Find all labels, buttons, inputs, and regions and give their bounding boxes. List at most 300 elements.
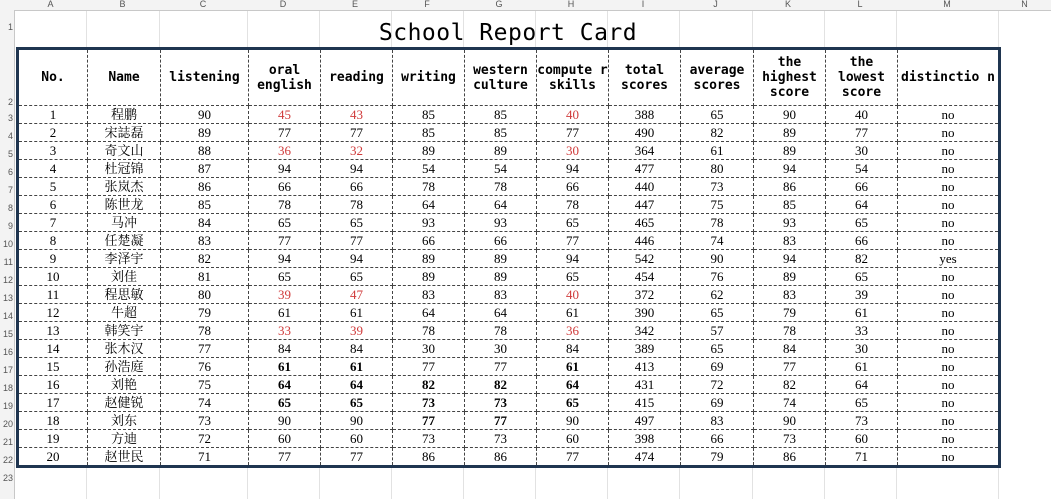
cell-oral-english[interactable]: 65 [249, 214, 321, 232]
cell-listening[interactable]: 90 [161, 106, 249, 124]
cell-computer-skills[interactable]: 65 [537, 394, 609, 412]
cell-western-culture[interactable]: 83 [465, 286, 537, 304]
row-number[interactable]: 10 [2, 239, 13, 249]
cell-average-scores[interactable]: 76 [681, 268, 754, 286]
cell-reading[interactable]: 77 [321, 232, 393, 250]
header-writing[interactable]: writing [393, 49, 465, 106]
cell-no[interactable]: 12 [18, 304, 88, 322]
cell-average-scores[interactable]: 83 [681, 412, 754, 430]
cell-highest-score[interactable]: 79 [754, 304, 826, 322]
cell-no[interactable]: 6 [18, 196, 88, 214]
cell-lowest-score[interactable]: 82 [826, 250, 898, 268]
cell-distinction[interactable]: no [898, 376, 1000, 394]
cell-no[interactable]: 20 [18, 448, 88, 467]
cell-no[interactable]: 3 [18, 142, 88, 160]
cell-writing[interactable]: 93 [393, 214, 465, 232]
cell-average-scores[interactable]: 90 [681, 250, 754, 268]
header-western-culture[interactable]: western culture [465, 49, 537, 106]
cell-writing[interactable]: 64 [393, 196, 465, 214]
cell-distinction[interactable]: no [898, 214, 1000, 232]
cell-name[interactable]: 张木汉 [88, 340, 161, 358]
header-listening[interactable]: listening [161, 49, 249, 106]
cell-distinction[interactable]: no [898, 340, 1000, 358]
cell-name[interactable]: 刘东 [88, 412, 161, 430]
cell-reading[interactable]: 77 [321, 448, 393, 467]
cell-name[interactable]: 张岚杰 [88, 178, 161, 196]
cell-highest-score[interactable]: 94 [754, 250, 826, 268]
cell-writing[interactable]: 89 [393, 142, 465, 160]
cell-total-scores[interactable]: 398 [609, 430, 681, 448]
cell-average-scores[interactable]: 57 [681, 322, 754, 340]
cell-western-culture[interactable]: 89 [465, 142, 537, 160]
cell-no[interactable]: 4 [18, 160, 88, 178]
cell-oral-english[interactable]: 61 [249, 304, 321, 322]
cell-lowest-score[interactable]: 77 [826, 124, 898, 142]
cell-total-scores[interactable]: 474 [609, 448, 681, 467]
cell-no[interactable]: 13 [18, 322, 88, 340]
row-number[interactable]: 23 [2, 473, 13, 483]
cell-highest-score[interactable]: 93 [754, 214, 826, 232]
cell-distinction[interactable]: no [898, 412, 1000, 430]
cell-lowest-score[interactable]: 60 [826, 430, 898, 448]
cell-computer-skills[interactable]: 78 [537, 196, 609, 214]
cell-oral-english[interactable]: 64 [249, 376, 321, 394]
cell-average-scores[interactable]: 78 [681, 214, 754, 232]
cell-computer-skills[interactable]: 90 [537, 412, 609, 430]
column-letter[interactable]: J [713, 0, 718, 9]
cell-name[interactable]: 韩笑宇 [88, 322, 161, 340]
cell-no[interactable]: 2 [18, 124, 88, 142]
cell-computer-skills[interactable]: 77 [537, 448, 609, 467]
cell-lowest-score[interactable]: 66 [826, 232, 898, 250]
cell-name[interactable]: 程鹏 [88, 106, 161, 124]
cell-distinction[interactable]: no [898, 178, 1000, 196]
cell-listening[interactable]: 87 [161, 160, 249, 178]
cell-computer-skills[interactable]: 40 [537, 106, 609, 124]
cell-name[interactable]: 赵健锐 [88, 394, 161, 412]
column-letter[interactable]: N [1021, 0, 1028, 9]
cell-total-scores[interactable]: 440 [609, 178, 681, 196]
cell-total-scores[interactable]: 389 [609, 340, 681, 358]
cell-no[interactable]: 17 [18, 394, 88, 412]
cell-no[interactable]: 10 [18, 268, 88, 286]
cell-oral-english[interactable]: 94 [249, 160, 321, 178]
row-number[interactable]: 6 [7, 167, 13, 177]
cell-name[interactable]: 陈世龙 [88, 196, 161, 214]
cell-no[interactable]: 9 [18, 250, 88, 268]
cell-name[interactable]: 任楚凝 [88, 232, 161, 250]
cell-average-scores[interactable]: 65 [681, 340, 754, 358]
cell-western-culture[interactable]: 82 [465, 376, 537, 394]
cell-western-culture[interactable]: 93 [465, 214, 537, 232]
row-number[interactable]: 22 [2, 455, 13, 465]
cell-western-culture[interactable]: 64 [465, 196, 537, 214]
cell-writing[interactable]: 86 [393, 448, 465, 467]
cell-western-culture[interactable]: 77 [465, 358, 537, 376]
cell-computer-skills[interactable]: 66 [537, 178, 609, 196]
cell-writing[interactable]: 83 [393, 286, 465, 304]
cell-computer-skills[interactable]: 84 [537, 340, 609, 358]
cell-oral-english[interactable]: 61 [249, 358, 321, 376]
cell-distinction[interactable]: no [898, 322, 1000, 340]
cell-average-scores[interactable]: 66 [681, 430, 754, 448]
row-number[interactable]: 21 [2, 437, 13, 447]
column-letter[interactable]: B [119, 0, 126, 9]
cell-average-scores[interactable]: 80 [681, 160, 754, 178]
row-number[interactable]: 16 [2, 347, 13, 357]
cell-average-scores[interactable]: 62 [681, 286, 754, 304]
cell-total-scores[interactable]: 372 [609, 286, 681, 304]
cell-lowest-score[interactable]: 61 [826, 304, 898, 322]
cell-total-scores[interactable]: 454 [609, 268, 681, 286]
cell-lowest-score[interactable]: 30 [826, 142, 898, 160]
cell-reading[interactable]: 66 [321, 178, 393, 196]
cell-name[interactable]: 刘艳 [88, 376, 161, 394]
cell-western-culture[interactable]: 73 [465, 394, 537, 412]
cell-western-culture[interactable]: 85 [465, 124, 537, 142]
cell-listening[interactable]: 81 [161, 268, 249, 286]
cell-lowest-score[interactable]: 65 [826, 268, 898, 286]
cell-highest-score[interactable]: 94 [754, 160, 826, 178]
header-no[interactable]: No. [18, 49, 88, 106]
cell-lowest-score[interactable]: 64 [826, 376, 898, 394]
cell-computer-skills[interactable]: 60 [537, 430, 609, 448]
column-letter[interactable]: E [351, 0, 358, 9]
cell-writing[interactable]: 89 [393, 268, 465, 286]
cell-listening[interactable]: 77 [161, 340, 249, 358]
cell-reading[interactable]: 61 [321, 304, 393, 322]
cell-lowest-score[interactable]: 54 [826, 160, 898, 178]
cell-computer-skills[interactable]: 61 [537, 358, 609, 376]
cell-oral-english[interactable]: 94 [249, 250, 321, 268]
cell-highest-score[interactable]: 83 [754, 286, 826, 304]
cell-writing[interactable]: 85 [393, 124, 465, 142]
cell-western-culture[interactable]: 73 [465, 430, 537, 448]
cell-writing[interactable]: 78 [393, 178, 465, 196]
cell-average-scores[interactable]: 69 [681, 394, 754, 412]
row-number[interactable]: 4 [7, 131, 13, 141]
report-title[interactable]: School Report Card [378, 20, 638, 46]
cell-reading[interactable]: 94 [321, 160, 393, 178]
row-number[interactable]: 15 [2, 329, 13, 339]
header-reading[interactable]: reading [321, 49, 393, 106]
row-number[interactable]: 20 [2, 419, 13, 429]
cell-reading[interactable]: 94 [321, 250, 393, 268]
cell-computer-skills[interactable]: 94 [537, 250, 609, 268]
row-number[interactable]: 5 [7, 149, 13, 159]
row-number[interactable]: 19 [2, 401, 13, 411]
cell-average-scores[interactable]: 79 [681, 448, 754, 467]
cell-average-scores[interactable]: 65 [681, 106, 754, 124]
cell-highest-score[interactable]: 77 [754, 358, 826, 376]
cell-total-scores[interactable]: 342 [609, 322, 681, 340]
cell-no[interactable]: 7 [18, 214, 88, 232]
cell-highest-score[interactable]: 89 [754, 268, 826, 286]
cell-reading[interactable]: 65 [321, 214, 393, 232]
cell-listening[interactable]: 75 [161, 376, 249, 394]
cell-no[interactable]: 18 [18, 412, 88, 430]
column-letter[interactable]: D [279, 0, 287, 9]
row-number[interactable]: 13 [2, 293, 13, 303]
cell-no[interactable]: 19 [18, 430, 88, 448]
cell-western-culture[interactable]: 85 [465, 106, 537, 124]
cell-computer-skills[interactable]: 36 [537, 322, 609, 340]
cell-western-culture[interactable]: 89 [465, 268, 537, 286]
cell-listening[interactable]: 80 [161, 286, 249, 304]
column-letter[interactable]: A [47, 0, 54, 9]
cell-oral-english[interactable]: 77 [249, 232, 321, 250]
column-letter[interactable]: K [784, 0, 791, 9]
cell-total-scores[interactable]: 388 [609, 106, 681, 124]
cell-name[interactable]: 赵世民 [88, 448, 161, 467]
cell-computer-skills[interactable]: 77 [537, 232, 609, 250]
cell-distinction[interactable]: no [898, 268, 1000, 286]
cell-listening[interactable]: 79 [161, 304, 249, 322]
cell-distinction[interactable]: no [898, 124, 1000, 142]
cell-oral-english[interactable]: 90 [249, 412, 321, 430]
cell-average-scores[interactable]: 75 [681, 196, 754, 214]
header-name[interactable]: Name [88, 49, 161, 106]
cell-distinction[interactable]: no [898, 160, 1000, 178]
cell-name[interactable]: 李泽宇 [88, 250, 161, 268]
cell-oral-english[interactable]: 77 [249, 448, 321, 467]
cell-lowest-score[interactable]: 33 [826, 322, 898, 340]
cell-oral-english[interactable]: 33 [249, 322, 321, 340]
cell-writing[interactable]: 30 [393, 340, 465, 358]
row-number[interactable]: 11 [3, 257, 13, 267]
cell-reading[interactable]: 47 [321, 286, 393, 304]
cell-writing[interactable]: 64 [393, 304, 465, 322]
cell-writing[interactable]: 73 [393, 394, 465, 412]
row-number[interactable]: 1 [7, 22, 13, 32]
cell-computer-skills[interactable]: 77 [537, 124, 609, 142]
cell-reading[interactable]: 32 [321, 142, 393, 160]
cell-no[interactable]: 14 [18, 340, 88, 358]
cell-computer-skills[interactable]: 64 [537, 376, 609, 394]
cell-oral-english[interactable]: 84 [249, 340, 321, 358]
cell-computer-skills[interactable]: 61 [537, 304, 609, 322]
cell-no[interactable]: 11 [18, 286, 88, 304]
cell-distinction[interactable]: no [898, 286, 1000, 304]
column-letter[interactable]: F [424, 0, 430, 9]
cell-highest-score[interactable]: 90 [754, 106, 826, 124]
cell-distinction[interactable]: no [898, 448, 1000, 467]
cell-western-culture[interactable]: 86 [465, 448, 537, 467]
cell-highest-score[interactable]: 73 [754, 430, 826, 448]
cell-listening[interactable]: 84 [161, 214, 249, 232]
cell-oral-english[interactable]: 65 [249, 268, 321, 286]
row-number[interactable]: 18 [2, 383, 13, 393]
cell-total-scores[interactable]: 477 [609, 160, 681, 178]
row-number[interactable]: 12 [2, 275, 13, 285]
cell-lowest-score[interactable]: 40 [826, 106, 898, 124]
cell-writing[interactable]: 82 [393, 376, 465, 394]
cell-highest-score[interactable]: 78 [754, 322, 826, 340]
cell-total-scores[interactable]: 415 [609, 394, 681, 412]
cell-average-scores[interactable]: 73 [681, 178, 754, 196]
cell-no[interactable]: 1 [18, 106, 88, 124]
cell-listening[interactable]: 78 [161, 322, 249, 340]
cell-name[interactable]: 马冲 [88, 214, 161, 232]
header-total-scores[interactable]: total scores [609, 49, 681, 106]
cell-average-scores[interactable]: 69 [681, 358, 754, 376]
cell-name[interactable]: 孙浩庭 [88, 358, 161, 376]
cell-name[interactable]: 宋誌磊 [88, 124, 161, 142]
cell-reading[interactable]: 90 [321, 412, 393, 430]
header-distinction[interactable]: distinctio n [898, 49, 1000, 106]
cell-lowest-score[interactable]: 64 [826, 196, 898, 214]
row-number[interactable]: 2 [7, 97, 13, 107]
header-lowest-score[interactable]: the lowest score [826, 49, 898, 106]
column-letter[interactable]: C [199, 0, 207, 9]
column-letter[interactable]: L [857, 0, 863, 9]
cell-computer-skills[interactable]: 94 [537, 160, 609, 178]
cell-name[interactable]: 牛超 [88, 304, 161, 322]
cell-listening[interactable]: 88 [161, 142, 249, 160]
row-number[interactable]: 8 [7, 203, 13, 213]
cell-computer-skills[interactable]: 65 [537, 268, 609, 286]
cell-lowest-score[interactable]: 65 [826, 214, 898, 232]
cell-total-scores[interactable]: 431 [609, 376, 681, 394]
cell-average-scores[interactable]: 61 [681, 142, 754, 160]
cell-listening[interactable]: 82 [161, 250, 249, 268]
cell-total-scores[interactable]: 390 [609, 304, 681, 322]
cell-writing[interactable]: 73 [393, 430, 465, 448]
cell-distinction[interactable]: no [898, 304, 1000, 322]
cell-no[interactable]: 15 [18, 358, 88, 376]
cell-no[interactable]: 16 [18, 376, 88, 394]
column-letter[interactable]: H [567, 0, 575, 9]
cell-listening[interactable]: 85 [161, 196, 249, 214]
cell-lowest-score[interactable]: 71 [826, 448, 898, 467]
column-letter[interactable]: M [943, 0, 951, 9]
cell-highest-score[interactable]: 74 [754, 394, 826, 412]
cell-highest-score[interactable]: 86 [754, 448, 826, 467]
cell-distinction[interactable]: no [898, 358, 1000, 376]
cell-writing[interactable]: 77 [393, 358, 465, 376]
cell-highest-score[interactable]: 89 [754, 142, 826, 160]
header-average-scores[interactable]: average scores [681, 49, 754, 106]
cell-computer-skills[interactable]: 40 [537, 286, 609, 304]
cell-distinction[interactable]: no [898, 106, 1000, 124]
cell-oral-english[interactable]: 60 [249, 430, 321, 448]
cell-highest-score[interactable]: 83 [754, 232, 826, 250]
cell-western-culture[interactable]: 89 [465, 250, 537, 268]
cell-writing[interactable]: 77 [393, 412, 465, 430]
cell-no[interactable]: 5 [18, 178, 88, 196]
cell-lowest-score[interactable]: 39 [826, 286, 898, 304]
row-number[interactable]: 14 [2, 311, 13, 321]
cell-writing[interactable]: 54 [393, 160, 465, 178]
cell-distinction[interactable]: no [898, 142, 1000, 160]
cell-lowest-score[interactable]: 30 [826, 340, 898, 358]
cell-western-culture[interactable]: 64 [465, 304, 537, 322]
cell-reading[interactable]: 60 [321, 430, 393, 448]
cell-average-scores[interactable]: 74 [681, 232, 754, 250]
cell-name[interactable]: 奇文山 [88, 142, 161, 160]
cell-no[interactable]: 8 [18, 232, 88, 250]
cell-writing[interactable]: 89 [393, 250, 465, 268]
column-letter[interactable]: I [641, 0, 645, 9]
cell-lowest-score[interactable]: 65 [826, 394, 898, 412]
cell-writing[interactable]: 85 [393, 106, 465, 124]
cell-distinction[interactable]: yes [898, 250, 1000, 268]
cell-distinction[interactable]: no [898, 394, 1000, 412]
cell-distinction[interactable]: no [898, 196, 1000, 214]
header-oral-english[interactable]: oral english [249, 49, 321, 106]
cell-listening[interactable]: 74 [161, 394, 249, 412]
cell-name[interactable]: 刘佳 [88, 268, 161, 286]
cell-highest-score[interactable]: 90 [754, 412, 826, 430]
column-letter[interactable]: G [495, 0, 503, 9]
cell-average-scores[interactable]: 65 [681, 304, 754, 322]
cell-listening[interactable]: 83 [161, 232, 249, 250]
cell-reading[interactable]: 78 [321, 196, 393, 214]
cell-writing[interactable]: 66 [393, 232, 465, 250]
header-highest-score[interactable]: the highest score [754, 49, 826, 106]
cell-reading[interactable]: 65 [321, 394, 393, 412]
cell-reading[interactable]: 43 [321, 106, 393, 124]
cell-listening[interactable]: 89 [161, 124, 249, 142]
cell-reading[interactable]: 77 [321, 124, 393, 142]
cell-computer-skills[interactable]: 65 [537, 214, 609, 232]
cell-western-culture[interactable]: 54 [465, 160, 537, 178]
cell-listening[interactable]: 72 [161, 430, 249, 448]
row-number[interactable]: 7 [7, 185, 13, 195]
cell-oral-english[interactable]: 36 [249, 142, 321, 160]
cell-total-scores[interactable]: 490 [609, 124, 681, 142]
cell-name[interactable]: 杜冠锦 [88, 160, 161, 178]
cell-oral-english[interactable]: 77 [249, 124, 321, 142]
cell-listening[interactable]: 73 [161, 412, 249, 430]
cell-lowest-score[interactable]: 61 [826, 358, 898, 376]
cell-listening[interactable]: 86 [161, 178, 249, 196]
cell-reading[interactable]: 61 [321, 358, 393, 376]
cell-reading[interactable]: 64 [321, 376, 393, 394]
cell-total-scores[interactable]: 446 [609, 232, 681, 250]
cell-western-culture[interactable]: 30 [465, 340, 537, 358]
cell-highest-score[interactable]: 86 [754, 178, 826, 196]
row-number[interactable]: 9 [7, 221, 13, 231]
cell-western-culture[interactable]: 78 [465, 178, 537, 196]
cell-average-scores[interactable]: 72 [681, 376, 754, 394]
cell-distinction[interactable]: no [898, 232, 1000, 250]
cell-oral-english[interactable]: 65 [249, 394, 321, 412]
row-number[interactable]: 17 [2, 365, 13, 375]
cell-distinction[interactable]: no [898, 430, 1000, 448]
cell-western-culture[interactable]: 66 [465, 232, 537, 250]
cell-listening[interactable]: 71 [161, 448, 249, 467]
cell-reading[interactable]: 84 [321, 340, 393, 358]
header-computer-skills[interactable]: compute r skills [537, 49, 609, 106]
cell-name[interactable]: 程思敏 [88, 286, 161, 304]
cell-total-scores[interactable]: 364 [609, 142, 681, 160]
cell-oral-english[interactable]: 78 [249, 196, 321, 214]
cell-highest-score[interactable]: 89 [754, 124, 826, 142]
cell-average-scores[interactable]: 82 [681, 124, 754, 142]
cell-highest-score[interactable]: 84 [754, 340, 826, 358]
cell-total-scores[interactable]: 542 [609, 250, 681, 268]
cell-lowest-score[interactable]: 73 [826, 412, 898, 430]
cell-name[interactable]: 方迪 [88, 430, 161, 448]
cell-highest-score[interactable]: 85 [754, 196, 826, 214]
cell-total-scores[interactable]: 447 [609, 196, 681, 214]
cell-total-scores[interactable]: 497 [609, 412, 681, 430]
row-number[interactable]: 3 [7, 113, 13, 123]
cell-oral-english[interactable]: 66 [249, 178, 321, 196]
cell-writing[interactable]: 78 [393, 322, 465, 340]
cell-computer-skills[interactable]: 30 [537, 142, 609, 160]
